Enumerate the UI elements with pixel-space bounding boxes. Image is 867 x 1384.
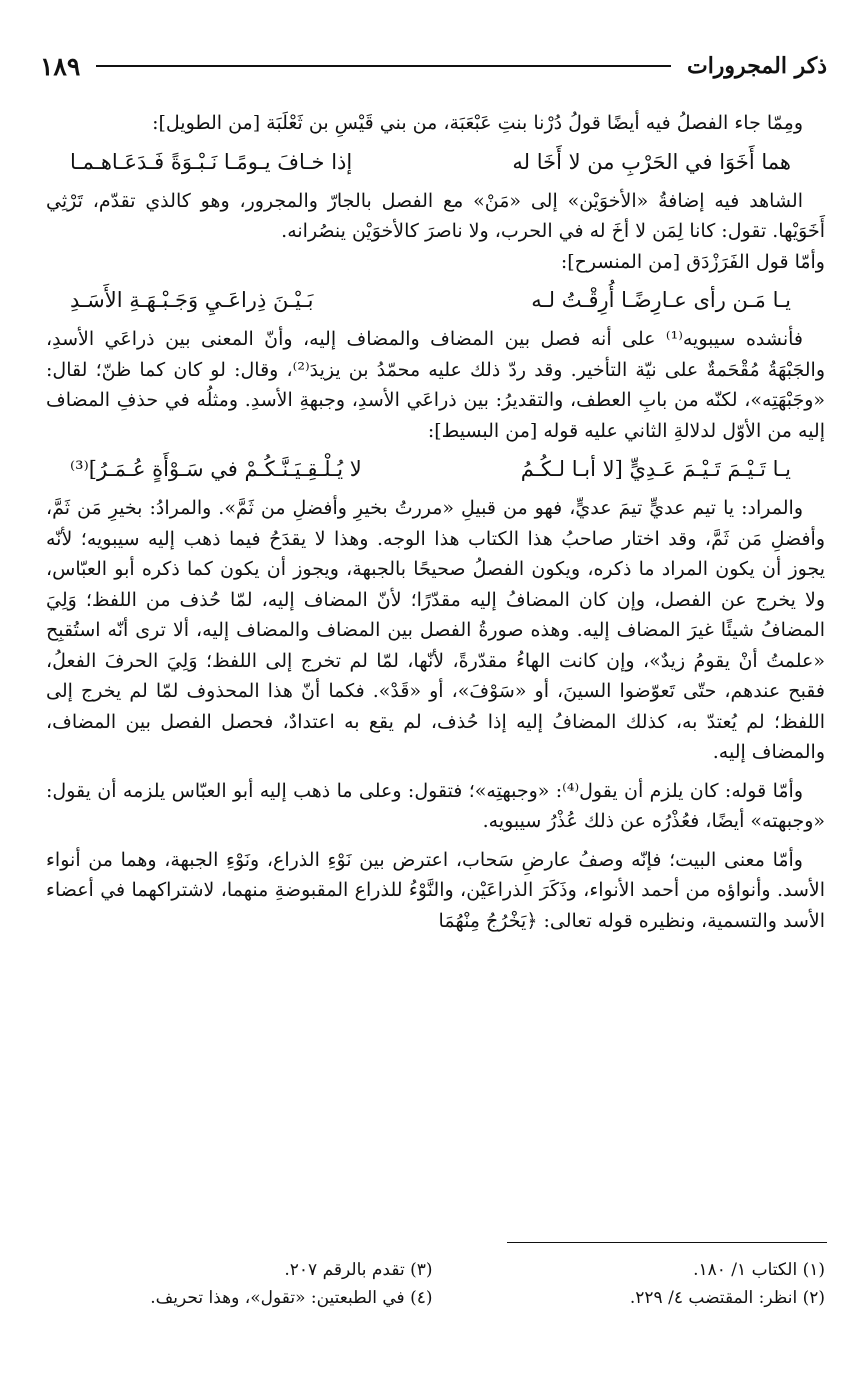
paragraph-3: وأمّا قول الفَرَزْدَق [من المنسرح]:: [560, 250, 825, 273]
main-text: [46, 108, 825, 936]
verse-3-first-hemistich: يـا تَـيْـمَ تَـيْـمَ عَـدِيٍّ [لا أبـا لـكُـمُ: [520, 457, 791, 481]
paragraph-7: وأمّا معنى البيت؛ فإنّه وصفُ عارضِ سَحاب، اعترض بين نَوْءِ الذراع، ونَوْءِ الجبهة، وهما من أنواء الأسد. وأنواؤه من أحمد الأنواء، وذَكَرَ الذراعَيْن، والنَّوْءُ للذراع المقبوضةِ منهما، لاشتراكهما في أعضاء الأسد والتسمية، ونظيره قوله تعالى: ﴿يَخْرُجُ مِنْهُمَا: [46, 848, 825, 932]
paragraph-6: وأمّا قوله: كان يلزم أن يقول⁽⁴⁾: «وجبهتِه»؛ فتقول: وعلى ما ذهب إليه أبو العبّاس يلزمه أن يقول: «وجبهته» أيضًا، فعُذْرُه عن ذلك عُذْرُ سيبويه.: [46, 779, 825, 832]
running-header: [40, 46, 827, 86]
verse-3-second-hemistich: لا يُـلْـقِـيَـنَّـكُـمْ في سَـوْأَةٍ عُـمَـرُ]⁽³⁾: [70, 457, 362, 481]
footnote-1: (١) الكتاب ١/ ١٨٠.: [693, 1260, 825, 1280]
footnote-3: (٣) تقدم بالرقم ٢٠٧.: [284, 1260, 433, 1280]
verse-2: [46, 283, 825, 317]
paragraph-2: الشاهد فيه إضافةُ «الأخوَيْن» إلى «مَنْ» مع الفصل بالجارّ والمجرور، وهو كالذي تقدّم، تَرْثِي أَخَوَيْها. تقول: كانا لِمَن لا أخَ له في الحرب، ولا ناصرَ كالأخوَيْن ينصُرانه.: [46, 189, 825, 242]
verse-1-first-hemistich: هما أَخَوَا في الحَرْبِ من لا أَخَا له: [512, 149, 791, 174]
verse-1-second-hemistich: إذا خـافَ يـومًـا نَـبْـوَةً فَـدَعَـاهـمـا: [70, 149, 353, 174]
verse-2-second-hemistich: بَـيْـنَ ذِراعَـيِ وَجَـبْـهَـةِ الأَسَـدِ: [70, 288, 314, 312]
verse-3: [46, 452, 825, 486]
chapter-title: ذكر المجرورات: [686, 53, 827, 79]
paragraph-1: ومِمّا جاء الفصلُ فيه أيضًا قولُ دُرْنا بنتِ عَبْعَبَة، من بني قَيْسِ بن ثَعْلَبَة [من الطويل]:: [152, 112, 803, 134]
page-number: ١٨٩: [40, 51, 81, 81]
verse-1: [46, 145, 825, 179]
verse-2-first-hemistich: يـا مَـن رأى عـارِضًـا أُرِقْـتُ لـه: [531, 288, 791, 312]
footnote-separator: [507, 1242, 827, 1243]
paragraph-4: فأنشده سيبويه⁽¹⁾ على أنه فصل بين المضاف والمضاف إليه، وأنّ المعنى بين ذراعَي الأسدِ، والجَبْهَةُ مُقْحَمةٌ على نيّة التأخير. وقد ردّ ذلك عليه محمّدُ بن يزيدَ⁽²⁾، وقال: لو كان كما ظنّ؛ لقال: «وجَبْهَتِه»، لكنّه من بابِ العطف، والتقديرُ: بين ذراعَي الأسدِ، وجبهةِ الأسدِ. ومثلُه في حذفِ المضاف إليه من الأوّل لدلالةِ الثاني عليه قوله [من البسيط]:: [46, 328, 825, 442]
footnote-4: (٤) في الطبعتين: «تقول»، وهذا تحريف.: [150, 1288, 433, 1308]
paragraph-5: والمراد: يا تيم عديٍّ تيمَ عديٍّ، فهو من قبيلِ «مررتُ بخيرِ وأفضلِ من ثَمَّ». والمرادُ: بخيرِ مَن ثَمَّ، وأفضلِ مَن ثَمَّ، وقد اختار صاحبُ هذا الكتاب هذا الوجه. وهذا لا يقدَحُ فيما ذهب إليه سيبويه؛ لأنّه يجوز أن يكون المراد ما ذكره، ويكون الفصلُ صحيحًا بالجبهة، ويجوز أن يكون كما ذكره أبو العبّاس، ولا يخرج عن الفصل، وإن كان المضافُ إليه مقدّرًا؛ لأنّ المضاف إليه، لمّا حُذف من اللفظ؛ وَلِيَ المضافُ شيئًا غيرَ المضاف إليه. وهذه صورةُ الفصل بين المضاف والمضاف إليه، ألا ترى أنّه استُقبِح «علمتُ أنْ يقومُ زيدٌ»، وإن كانت الهاءُ مقدّرةً، لأنّها، لمّا لم تخرج إلى اللفظ؛ وَلِيَ الحرفَ الفعلُ، فقبح عندهم، حتّى تَعوّضوا السينَ، أو «سَوْفَ»، أو «قَدْ». فكما أنّ هذا المحذوف لمّا لم يخرج إلى اللفظ؛ لم يُعتدّ به، كذلك المضافُ إليه إذا حُذف، لم يقع به اعتدادٌ، فحصل الفصل بين المضاف، والمضاف إليه.: [46, 497, 825, 763]
footnote-2: (٢) انظر: المقتضب ٤/ ٢٢٩.: [629, 1288, 825, 1308]
footnotes: [80, 1256, 825, 1312]
header-rule: [96, 65, 671, 67]
